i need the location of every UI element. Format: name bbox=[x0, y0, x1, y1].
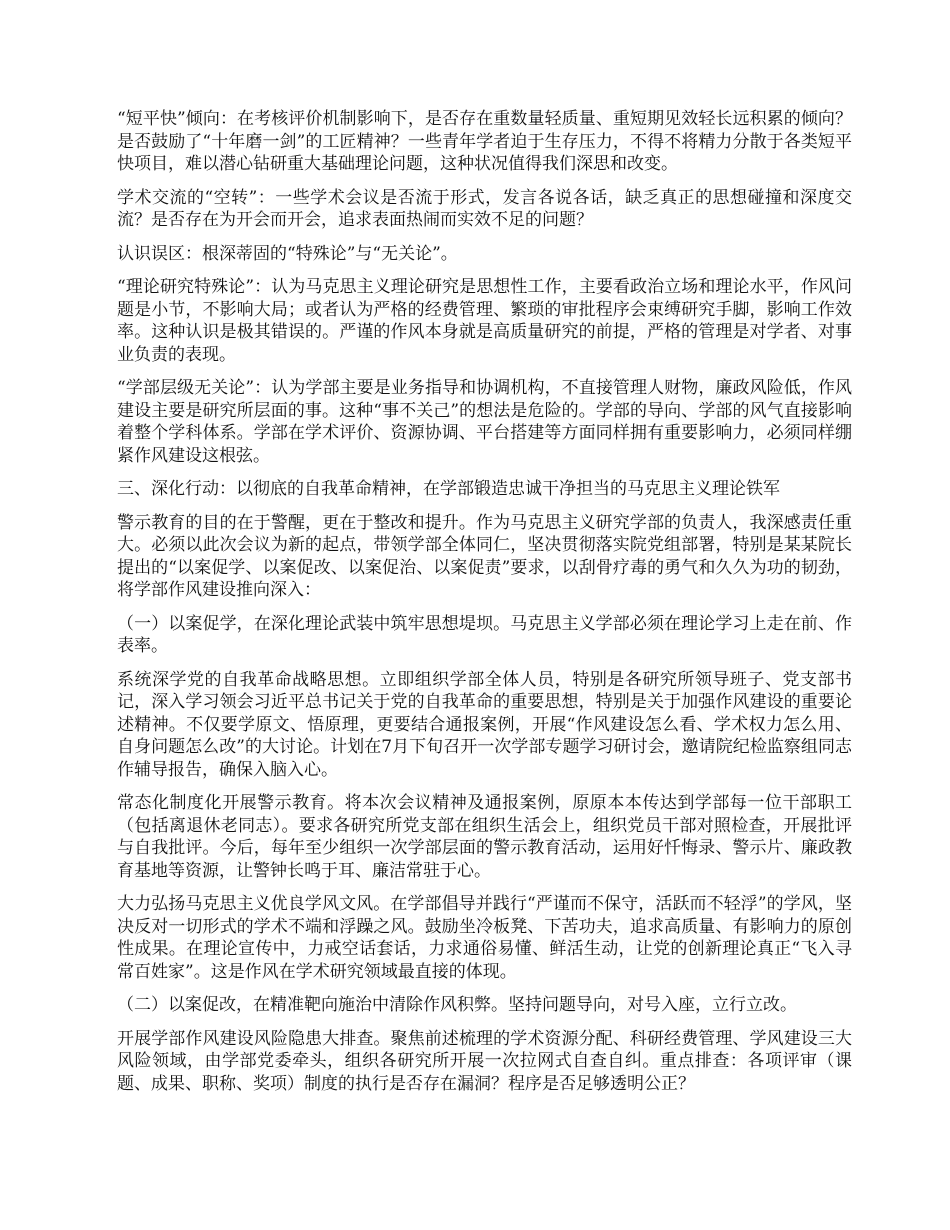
paragraph: 学术交流的“空转”：一些学术会议是否流于形式，发言各说各话，缺乏真正的思想碰撞和深度交流？是否存在为开会而开会，追求表面热闹而实效不足的问题？ bbox=[117, 187, 852, 230]
paragraph: 常态化制度化开展警示教育。将本次会议精神及通报案例，原原本本传达到学部每一位干部职工（包括离退休老同志）。要求各研究所党支部在组织生活会上，组织党员干部对照检查，开展批评与自我批评。今后，每年至少组织一次学部层面的警示教育活动，运用好忏悔录、警示片、廉政教育基地等资源，让警钟长鸣于耳、廉洁常驻于心。 bbox=[117, 793, 852, 881]
paragraph: 警示教育的目的在于警醒，更在于整改和提升。作为马克思主义研究学部的负责人，我深感责任重大。必须以此次会议为新的起点，带领学部全体同仁，坚决贯彻落实院党组部署，特别是某某院长提出的“以案促学、以案促改、以案促治、以案促责”要求，以刮骨疗毒的勇气和久久为功的韧劲，将学部作风建设推向深入： bbox=[117, 512, 852, 600]
subsection-heading: （一）以案促学，在深化理论武装中筑牢思想堤坝。马克思主义学部必须在理论学习上走在前、作表率。 bbox=[117, 613, 852, 656]
paragraph: 大力弘扬马克思主义优良学风文风。在学部倡导并践行“严谨而不保守，活跃而不轻浮”的学风，坚决反对一切形式的学术不端和浮躁之风。鼓励坐冷板凳、下苦功夫，追求高质量、有影响力的原创性成果。在理论宣传中，力戒空话套话，力求通俗易懂、鲜活生动，让党的创新理论真正“飞入寻常百姓家”。这是作风在学术研究领域最直接的体现。 bbox=[117, 894, 852, 982]
paragraph: 开展学部作风建设风险隐患大排查。聚焦前述梳理的学术资源分配、科研经费管理、学风建设三大风险领域，由学部党委牵头，组织各研究所开展一次拉网式自查自纠。重点排查：各项评审（课题、成果、职称、奖项）制度的执行是否存在漏洞？程序是否足够透明公正？ bbox=[117, 1028, 852, 1094]
paragraph: 系统深学党的自我革命战略思想。立即组织学部全体人员，特别是各研究所领导班子、党支部书记，深入学习领会习近平总书记关于党的自我革命的重要思想，特别是关于加强作风建设的重要论述精神。不仅要学原文、悟原理，更要结合通报案例，开展“作风建设怎么看、学术权力怎么用、自身问题怎么改”的大讨论。计划在7月下旬召开一次学部专题学习研讨会，邀请院纪检监察组同志作辅导报告，确保入脑入心。 bbox=[117, 669, 852, 780]
paragraph: “短平快”倾向：在考核评价机制影响下，是否存在重数量轻质量、重短期见效轻长远积累的倾向？是否鼓励了“十年磨一剑”的工匠精神？一些青年学者迫于生存压力，不得不将精力分散于各类短平快项目，难以潜心钻研重大基础理论问题，这种状况值得我们深思和改变。 bbox=[117, 109, 852, 174]
paragraph: “学部层级无关论”：认为学部主要是业务指导和协调机构，不直接管理人财物，廉政风险低，作风建设主要是研究所层面的事。这种“事不关己”的想法是危险的。学部的导向、学部的风气直接影响着整个学科体系。学部在学术评价、资源协调、平台搭建等方面同样拥有重要影响力，必须同样绷紧作风建设这根弦。 bbox=[117, 378, 852, 466]
paragraph: “理论研究特殊论”：认为马克思主义理论研究是思想性工作，主要看政治立场和理论水平，作风问题是小节，不影响大局；或者认为严格的经费管理、繁琐的审批程序会束缚研究手脚，影响工作效率。这种认识是极其错误的。严谨的作风本身就是高质量研究的前提，严格的管理是对学者、对事业负责的表现。 bbox=[117, 277, 852, 365]
paragraph: 认识误区：根深蒂固的“特殊论”与“无关论”。 bbox=[117, 243, 458, 264]
subsection-heading: （二）以案促改，在精准靶向施治中清除作风积弊。坚持问题导向，对号入座，立行立改。 bbox=[117, 995, 797, 1015]
document-body bbox=[117, 108, 852, 1106]
section-heading: 三、深化行动：以彻底的自我革命精神，在学部锻造忠诚干净担当的马克思主义理论铁军 bbox=[117, 479, 780, 499]
